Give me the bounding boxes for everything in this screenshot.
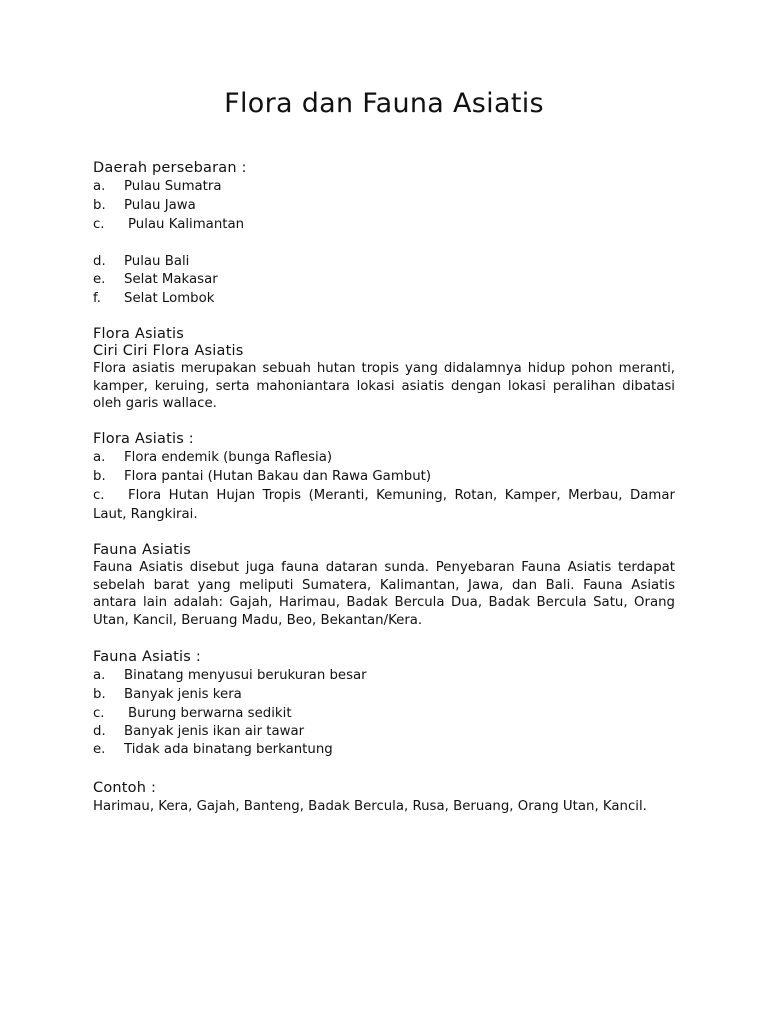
list-marker: a. (93, 179, 106, 194)
flora-paragraph: Flora asiatis merupakan sebuah hutan tropis yang didalamnya hidup pohon meranti, kamper, keruing, serta mahoniantara lokasi asiatis dengan lokasi peralihan dibatasi oleh garis wallace. (93, 361, 675, 411)
flora-heading: Flora Asiatis (93, 326, 184, 342)
list-text: Flora endemik (bunga Raflesia) (124, 450, 333, 465)
document-page (93, 0, 675, 1024)
list-text: Pulau Bali (124, 254, 190, 269)
list-marker: f. (93, 291, 101, 306)
list-marker: e. (93, 272, 106, 287)
list-item (93, 178, 675, 197)
list-marker: a. (93, 668, 106, 683)
list-marker: c. (93, 217, 105, 232)
contoh-body (93, 798, 653, 817)
list-text: Burung berwarna sedikit (128, 706, 292, 721)
list-item (93, 741, 675, 760)
contoh-section (93, 780, 675, 797)
list-marker: e. (93, 742, 106, 757)
list-item (93, 468, 675, 487)
list-text: Flora Hutan Hujan Tropis (Meranti, Kemuning, Rotan, Kamper, Merbau, Damar Laut, Rangkirai. (93, 488, 675, 522)
list-marker: c. (93, 488, 105, 503)
list-item (93, 667, 675, 686)
list-text: Selat Makasar (124, 272, 218, 287)
list-item (93, 290, 675, 309)
list-item (93, 216, 675, 235)
fauna-paragraph: Fauna Asiatis disebut juga fauna dataran sunda. Penyebaran Fauna Asiatis terdapat sebelah barat yang meliputi Sumatera, Kalimantan, Jawa, dan Bali. Fauna Asiatis antara lain adalah: Gajah, Harimau, Badak Bercula Dua, Badak Bercula Satu, Orang Utan, Kancil, Beruang Madu, Beo, Bekantan/Kera. (93, 560, 675, 628)
list-marker: c. (93, 706, 105, 721)
flora-list-section (93, 431, 675, 448)
list-text: Pulau Sumatra (124, 179, 222, 194)
contoh-text: Harimau, Kera, Gajah, Banteng, Badak Bercula, Rusa, Beruang, Orang Utan, Kancil. (93, 799, 647, 814)
document-title: Flora dan Fauna Asiatis (224, 88, 544, 119)
list-marker: d. (93, 724, 106, 739)
list-text: Selat Lombok (124, 291, 215, 306)
list-text: Binatang menyusui berukuran besar (124, 668, 367, 683)
list-item (93, 253, 675, 272)
flora-list-heading: Flora Asiatis : (93, 431, 194, 447)
list-item (93, 705, 675, 724)
list-text: Tidak ada binatang berkantung (124, 742, 333, 757)
list-text: Flora pantai (Hutan Bakau dan Rawa Gambut) (124, 469, 432, 484)
fauna-intro-section (93, 542, 675, 629)
flora-ciri-heading: Ciri Ciri Flora Asiatis (93, 343, 244, 359)
list-item (93, 723, 675, 742)
contoh-heading: Contoh : (93, 780, 157, 796)
list-text: Pulau Jawa (124, 198, 196, 213)
list-text: Banyak jenis ikan air tawar (124, 724, 305, 739)
list-marker: b. (93, 469, 106, 484)
fauna-list-heading: Fauna Asiatis : (93, 649, 201, 665)
fauna-list-section (93, 649, 675, 666)
persebaran-heading: Daerah persebaran : (93, 160, 247, 176)
persebaran-section (93, 160, 675, 177)
list-item (93, 487, 675, 524)
flora-intro-section (93, 326, 675, 413)
list-item (93, 686, 675, 705)
list-marker: a. (93, 450, 106, 465)
list-text: Pulau Kalimantan (128, 217, 245, 232)
list-item (93, 271, 675, 290)
list-item (93, 449, 675, 468)
fauna-heading: Fauna Asiatis (93, 542, 192, 558)
list-text: Banyak jenis kera (124, 687, 242, 702)
list-marker: d. (93, 254, 106, 269)
list-marker: b. (93, 198, 106, 213)
list-item (93, 197, 675, 216)
list-marker: b. (93, 687, 106, 702)
